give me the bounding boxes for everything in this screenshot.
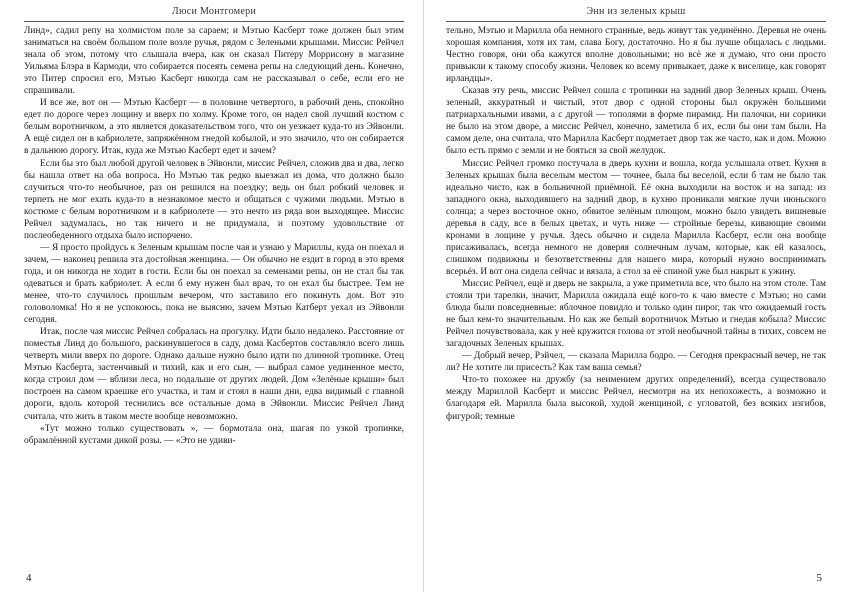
paragraph: Линд», садил репу на холмистом поле за сараем; и Мэтью Касберт тоже должен был этим заниматься на своём большом поле возле ручья, рядом с Зелеными крышами. Миссис Рейчел знала об этом, потому что слышала вчера, как он сказал Питеру Моррисону в магазине Уильяма Блэра в Кармоди, что собирается посеять семена репы на следующий день. Конечно, это Питер спросил его, Мэтью Касберт никогда сам не рассказывал о себе, если его не спрашивали. [24, 26, 404, 97]
paragraph: — Добрый вечер, Рэйчел, — сказала Марилла бодро. — Сегодня прекрасный вечер, не так ли? Не хотите ли присесть? Как там ваша семья? [446, 351, 826, 374]
left-page-body [24, 25, 404, 447]
paragraph: И все же, вот он — Мэтью Касберт — в половине четвертого, в рабочий день, спокойно едет по дороге через лощину и вверх по холму. Кроме того, он надел свой лучший костюм с белым воротничком, а это является доказательством того, что он уезжает куда-то из Эйвонли. А ещё сидел он в кабриолете, запряжённом гнедой кобылой, и это значило, что он собирается в дальнюю дорогу. Итак, куда же Мэтью Касберт едет и зачем? [24, 98, 404, 157]
page-number-right: 5 [816, 572, 822, 584]
paragraph: Что-то похожее на дружбу (за неимением других определений), всегда существовало между Мариллой Касберт и миссис Рейчел, несмотря на их непохожесть, а возможно и благодаря ей. Марилла была высокой, худой женщиной, с угловатой, без всяких изгибов, фигурой; темные [446, 375, 826, 422]
right-page [424, 0, 848, 592]
paragraph: Если бы это был любой другой человек в Эйвонли, миссис Рейчел, сложив два и два, легко бы нашла ответ на оба вопроса. Но Мэтью так редко выезжал из дома, что должно было случиться что-то необычное, раз он решился на поездку; ведь он был робкий человек и терпеть не мог ехать куда-то в незнакомое место и общаться с чужими людьми. Мэтью в костюме с белым воротничком и в кабриолете — это нечто из ряда вон выходящее. Миссис Рейчел задумалась, но так ничего и не придумала, и поэтому удовольствие от послеобеденного отдыха было испорчено. [24, 158, 404, 241]
paragraph: «Тут можно только существовать », — бормотала она, шагая по узкой тропинке, обрамлённой кустами дикой розы. — «Это не удиви- [24, 423, 404, 446]
paragraph: — Я просто пройдусь к Зеленым крышам после чая и узнаю у Мариллы, куда он поехал и зачем, — наконец решила эта достойная женщина. — Он обычно не ездит в город в это время года, и он никогда не ходит в гости. Если бы он поехал за семенами репы, он не стал бы так одеваться и брать кабриолет. А если б ему нужен был врач, то он ехал бы быстрее. Тем не менее, что-то случилось прошлым вечером, что заставило его покинуть дом. Вот это головоломка! Но я не успокоюсь, пока не выясню, зачем Мэтью Катберт уехал из Эйвонли сегодня. [24, 242, 404, 326]
paragraph: Итак, после чая миссис Рейчел собралась на прогулку. Идти было недалеко. Расстояние от поместья Линд до большого, раскинувшегося в саду, дома Касбертов составляло всего лишь четверть мили вверх по дороге. Однако дальше нужно было идти по длинной тропинке. Отец Мэтью Касберта, застенчивый и тихий, как и его сын, — выбрал самое уединенное место, когда строил дом — вблизи леса, но подальше от других людей. Дом «Зелёные крыши» был построен на самом краешке его участка, и там и стоял в наши дни, едва видимый с главной дороги, вдоль которой теснились все остальные дома в Эйвонли. Миссис Рейчел Линд считала, что жить в таком месте вообще невозможно. [24, 327, 404, 422]
right-page-body [446, 25, 826, 423]
header-rule-left [24, 21, 404, 22]
page-number-left: 4 [26, 572, 32, 584]
paragraph: Миссис Рейчел, ещё и дверь не закрыла, а уже приметила все, что было на этом столе. Там стояли три тарелки, значит, Марилла ожидала ещё кого-то к чаю вместе с Мэтью; но сами блюда были повседневные: яблочное повидло и только один пирог, так что ожидаемый гость не был кем-то значительным. Но как же белый воротничок Мэтью и гнедая кобыла? Миссис Рейчел почувствовала, как у неё кружится голова от этой необычной тайны в тихих, совсем не загадочных Зеленых крышах. [446, 278, 826, 350]
running-head-right: Энн из зеленых крыш [586, 6, 686, 17]
header-rule-right [446, 21, 826, 22]
running-head-left: Люси Монтгомери [171, 6, 257, 17]
paragraph: Миссис Рейчел громко постучала в дверь кухни и вошла, когда услышала ответ. Кухня в Зеленых крышах была веселым местом — точнее, была бы веселой, если б там не было так идеально чисто, как в больничной приёмной. Её окна выходили на восток и на запад: из западного окна, выходившего на задний двор, в кухню проникали мягкие лучи июньского солнца; а через восточное окно, обвитое зелёным плющом, можно было увидеть вишневые деревья в саду, все в белых цветах, и чуть ниже — стройные березы, кивающие своими кронами в лощине у ручья. Здесь обычно и сидела Марилла Касберт, если она вообще присаживалась, всегда немного не доверяя солнечным лучам, которые, как ей казалось, слишком подвижны и безответственны для нашего мира, который нужно воспринимать всерьёз. И вот она сидела сейчас и вязала, а стол за её спиной уже был накрыт к ужину. [446, 158, 826, 277]
paragraph: тельно, Мэтью и Марилла оба немного странные, ведь живут так уединённо. Деревья не очень хорошая компания, хотя их там, слава Богу, достаточно. Но я бы лучше общалась с людьми. Честно говоря, они оба кажутся вполне довольными; но всё же я думаю, что они просто привыкли к такому способу жизни. Человек ко всему привыкает, даже к виселице, как говорят ирландцы». [446, 26, 826, 85]
paragraph: Сказав эту речь, миссис Рейчел сошла с тропинки на задний двор Зеленых крыш. Очень зеленый, аккуратный и чистый, этот двор с одной стороны был окружён большими патриархальными ивами, а с другой — тополями в форме пирамид. Ни палочки, ни соринки не было на этом дворе, а миссис Рейчел, конечно, заметила б их, если бы они там были. На самом деле, она считала, что Марилла Касберт подметает двор так же часто, как и дом. Можно было есть прямо с земли и не бояться за свой желудок. [446, 86, 826, 157]
